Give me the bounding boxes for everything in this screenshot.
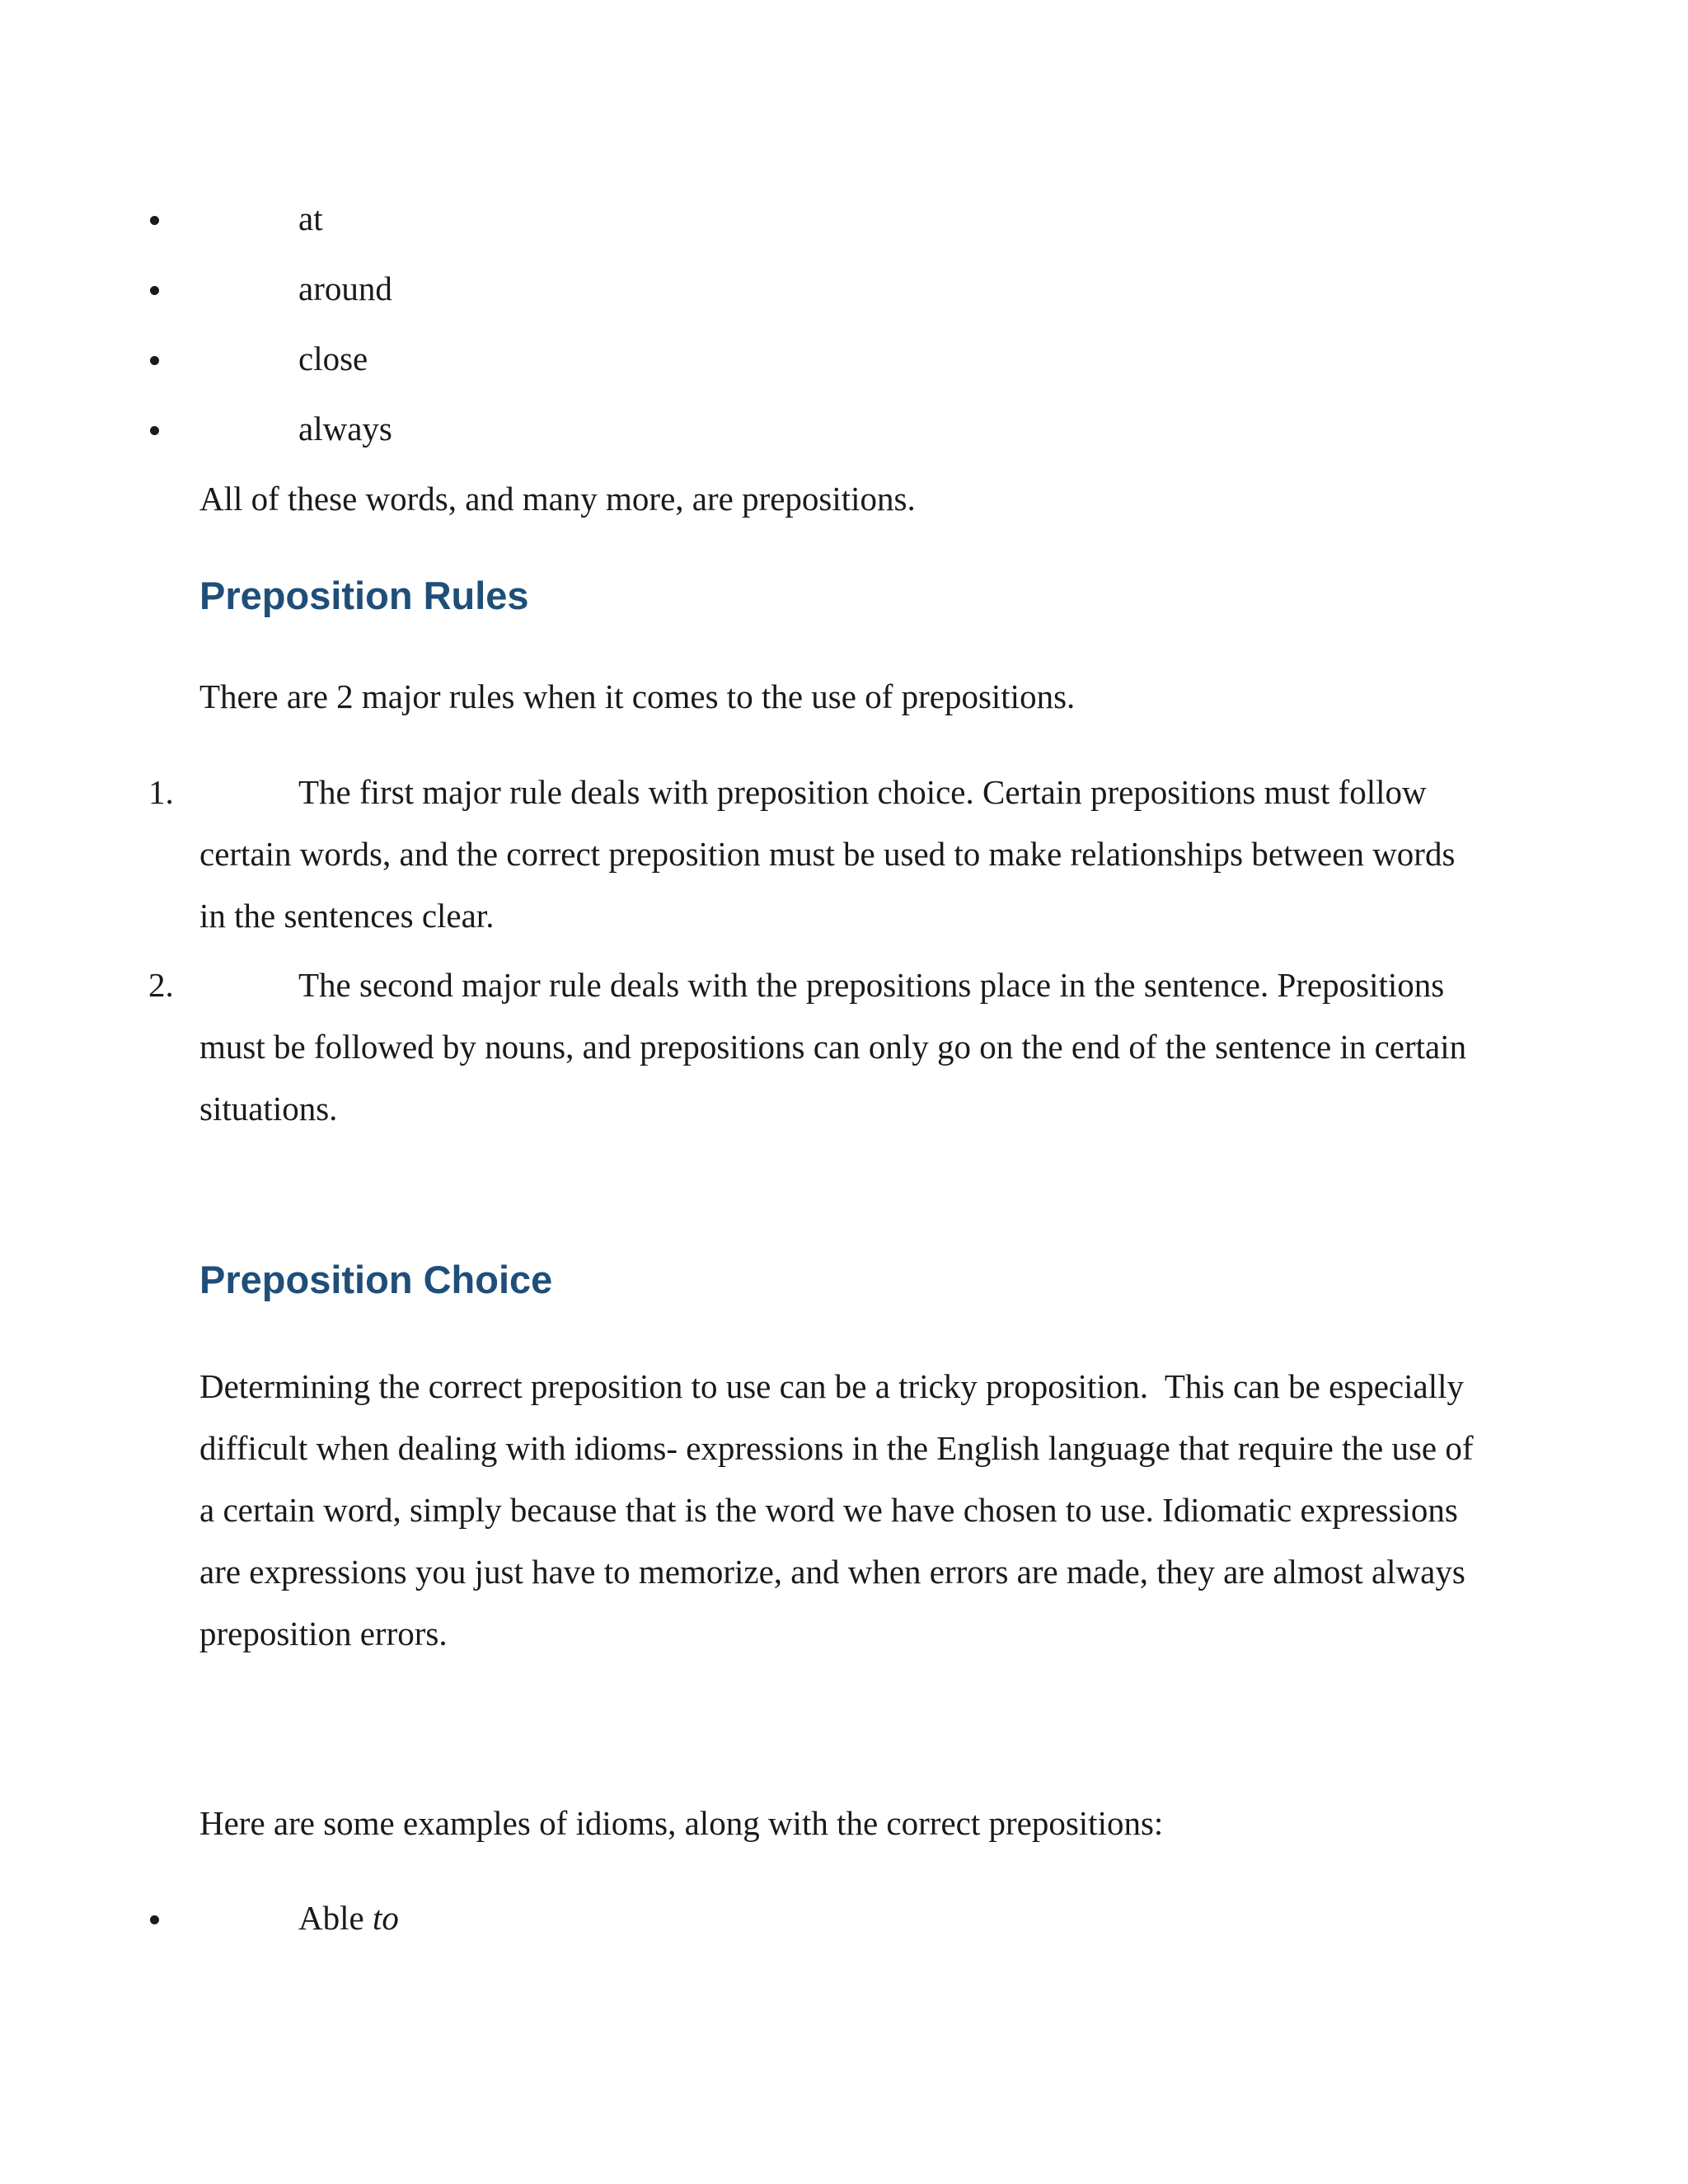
bullet-icon [150, 216, 159, 225]
list-item-text: at [298, 199, 323, 237]
intro-closing-paragraph: All of these words, and many more, are prepositions. [199, 480, 916, 518]
bullet-icon [150, 356, 159, 365]
section-heading-preposition-rules: Preposition Rules [199, 574, 529, 617]
idiom-preposition: to [372, 1899, 399, 1937]
list-item-text [298, 1887, 399, 1949]
list-item-text: close [298, 340, 368, 377]
list-number: 1. [148, 773, 174, 811]
list-item-text: around [298, 269, 392, 307]
bullet-icon [150, 286, 159, 295]
preposition-choice-paragraph: Determining the correct preposition to use can be a tricky proposition. This can be especially difficult when dealing with idioms- expressions in the English language that require the use of a certain word, simply because that is the word we have chosen to use. Idiomatic expressions are expressions you just have to memorize, and when errors are made, they are almost always preposition errors. [199, 1367, 1482, 1652]
bullet-icon [150, 426, 159, 435]
list-item-text: always [298, 410, 392, 448]
numbered-item-text: The first major rule deals with preposition choice. Certain prepositions must follow certain words, and the correct preposition must be used to make relationships between words in the sentences clear. [199, 773, 1456, 935]
list-number: 2. [148, 966, 174, 1004]
section-heading-preposition-choice: Preposition Choice [199, 1258, 553, 1301]
idiom-word: Able [298, 1899, 364, 1937]
bullet-icon [150, 1915, 159, 1924]
examples-intro-paragraph: Here are some examples of idioms, along with the correct prepositions: [199, 1804, 1164, 1842]
numbered-item-text: The second major rule deals with the prepositions place in the sentence. Prepositions must be followed by nouns, and prepositions can only go on the end of the sentence in certain situations. [199, 966, 1467, 1127]
rules-intro-paragraph: There are 2 major rules when it comes to the use of prepositions. [199, 677, 1076, 715]
